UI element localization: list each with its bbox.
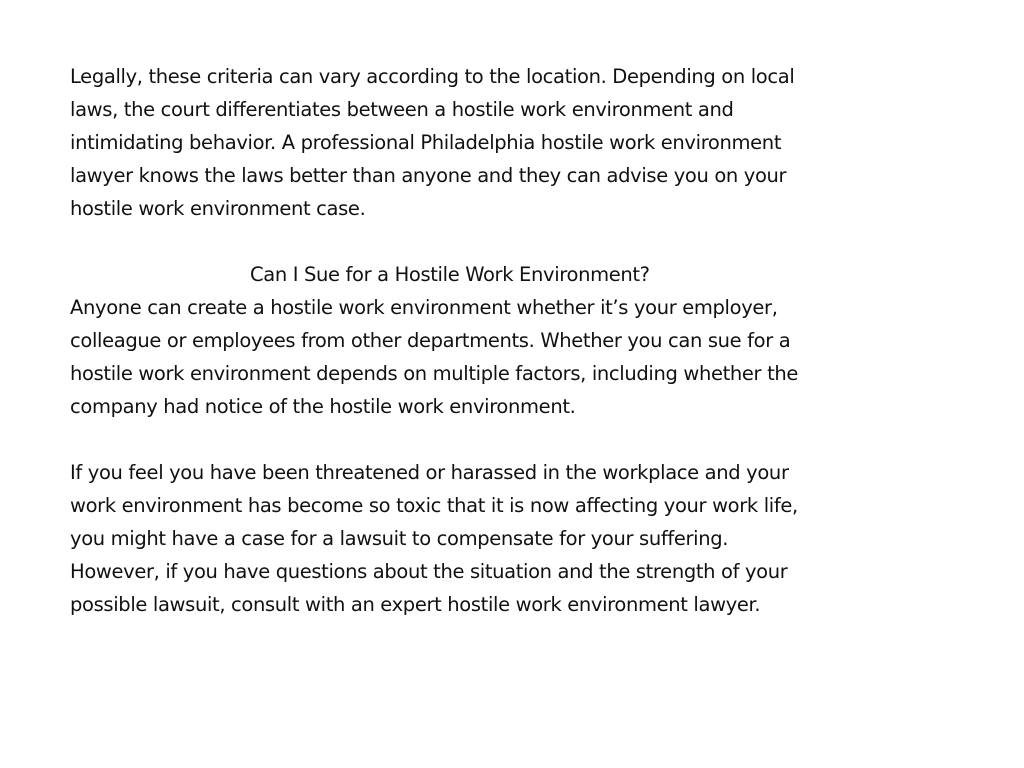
paragraph-spacer [70, 423, 920, 456]
paragraph-spacer [70, 225, 920, 258]
paragraph-1: Legally, these criteria can vary according to the location. Depending on local laws, the court differentiates between a hostile work environment and intimidating behavior. A professional Philadelphia hostile work environment lawyer knows the laws better than anyone and they can advise you on your hostile work environment case. [70, 65, 795, 220]
paragraph-3: If you feel you have been threatened or harassed in the workplace and your work environment has become so toxic that it is now affecting your work life, you might have a case for a lawsuit to compensate for your suffering. However, if you have questions about the situation and the strength of your possible lawsuit, consult with an expert hostile work environment lawyer. [70, 461, 798, 616]
document-body [70, 60, 920, 621]
section-heading: Can I Sue for a Hostile Work Environment? [250, 263, 650, 286]
paragraph-2: Anyone can create a hostile work environment whether it’s your employer, colleague or employees from other departments. Whether you can sue for a hostile work environment depends on multiple factors, including whether the company had notice of the hostile work environment. [70, 296, 799, 418]
